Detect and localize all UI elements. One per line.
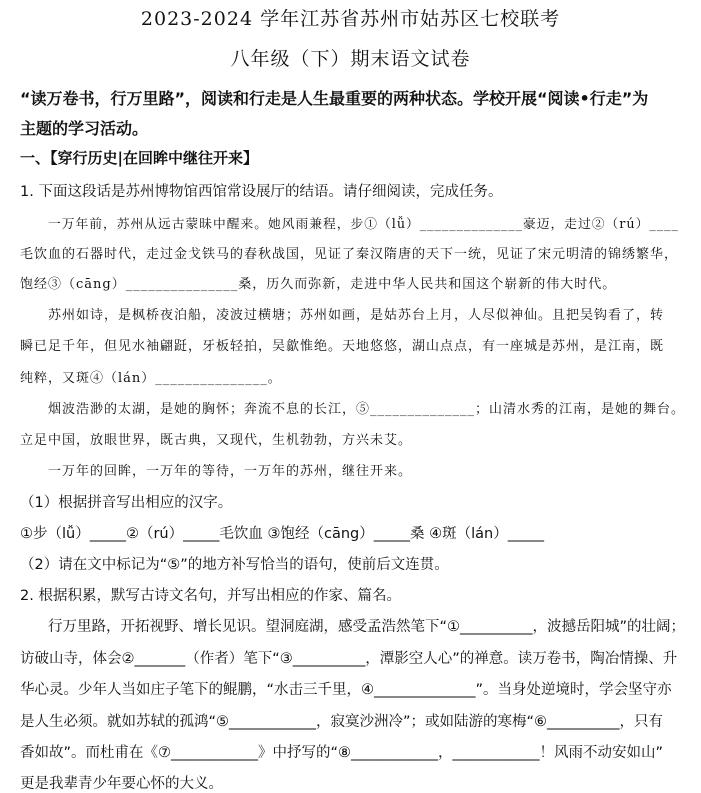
passage-line: 一万年前，苏州从远古蒙昧中醒来。她风雨兼程，步①（lǚ）______________豪迈，走过②（rú）____: [48, 217, 679, 232]
exam-title-line2: 八年级（下）期末语文试卷: [230, 48, 471, 70]
passage-line: 一万年的回眸，一万年的等待，一万年的苏州，继往开来。: [48, 464, 413, 479]
question-2-line: 华心灵。少年人当如庄子笔下的鲲鹏，“水击三千里，④______________”。当身处逆境时，学会坚守亦: [20, 682, 672, 698]
question-2-line: 行万里路，开拓视野、增长见识。望洞庭湖，感受孟浩然笔下“①__________，波撼岳阳城”的壮阔；: [48, 619, 686, 635]
question-2-line: 是人生必须。就如苏轼的孤鸿“⑤____________，寂寞沙洲冷”；或如陆游的寒梅“⑥__________，只有: [20, 714, 664, 730]
intro-line-2: 主题的学习活动。: [20, 119, 149, 138]
question-1-stem: 1. 下面这段话是苏州博物馆西馆常设展厅的结语。请仔细阅读，完成任务。: [20, 184, 503, 200]
section-heading: 一、【穿行历史|在回眸中继往开来】: [20, 149, 258, 167]
question-2-line: 香如故”。而杜甫在《⑦____________》中抒写的“⑧____________，____________！风雨不动安如山”: [20, 745, 664, 761]
question-2-line: 更是我辈青少年要心怀的大义。: [20, 776, 223, 792]
passage-line: 饱经③（cāng）_______________桑，历久而弥新，走进中华人民共和国这个崭新的伟大时代。: [20, 277, 617, 292]
exam-title-line1: 2023-2024 学年江苏省苏州市姑苏区七校联考: [140, 8, 561, 30]
question-1-part-1-blanks: ①步（lǚ）_____②（rú）_____毛饮血 ③饱经（cāng）_____桑 ④斑（lán）_____: [20, 526, 544, 542]
passage-line: 苏州如诗，是枫桥夜泊船，凌波过横塘；苏州如画，是姑苏台上月，人尽似神仙。且把吴钩看了，转: [48, 308, 665, 323]
passage-line: 烟波浩渺的太湖，是她的胸怀；奔流不息的长江，⑤______________；山清水秀的江南，是她的舞台。: [48, 402, 686, 417]
passage-line: 立足中国，放眼世界，既古典，又现代，生机勃勃，方兴未艾。: [20, 433, 413, 448]
question-1-part-2: （2）请在文中标记为“⑤”的地方补写恰当的语句，使前后文连贯。: [20, 557, 449, 573]
question-2-stem: 2. 根据积累，默写古诗文名句，并写出相应的作家、篇名。: [20, 588, 401, 604]
question-2-line: 访破山寺，体会②_______（作者）笔下“③__________，潭影空人心”的禅意。读万卷书，陶冶情操、升: [20, 651, 678, 667]
passage-line: 纯粹，又斑④（lán）_______________。: [20, 371, 282, 386]
passage-line: 毛饮血的石器时代，走过金戈铁马的春秋战国，见证了秦汉隋唐的天下一统，见证了宋元明清的锦绣繁华，: [20, 247, 679, 262]
passage-line: 瞬已足千年，但见水袖翩跹，牙板轻拍，吴歙惟绝。天地悠悠，湖山点点，有一座城是苏州，是江南，既: [20, 339, 665, 354]
intro-line-1: “读万卷书，行万里路”，阅读和行走是人生最重要的两种状态。学校开展“阅读•行走”为: [20, 89, 649, 108]
question-1-part-1: （1）根据拼音写出相应的汉字。: [20, 495, 233, 511]
